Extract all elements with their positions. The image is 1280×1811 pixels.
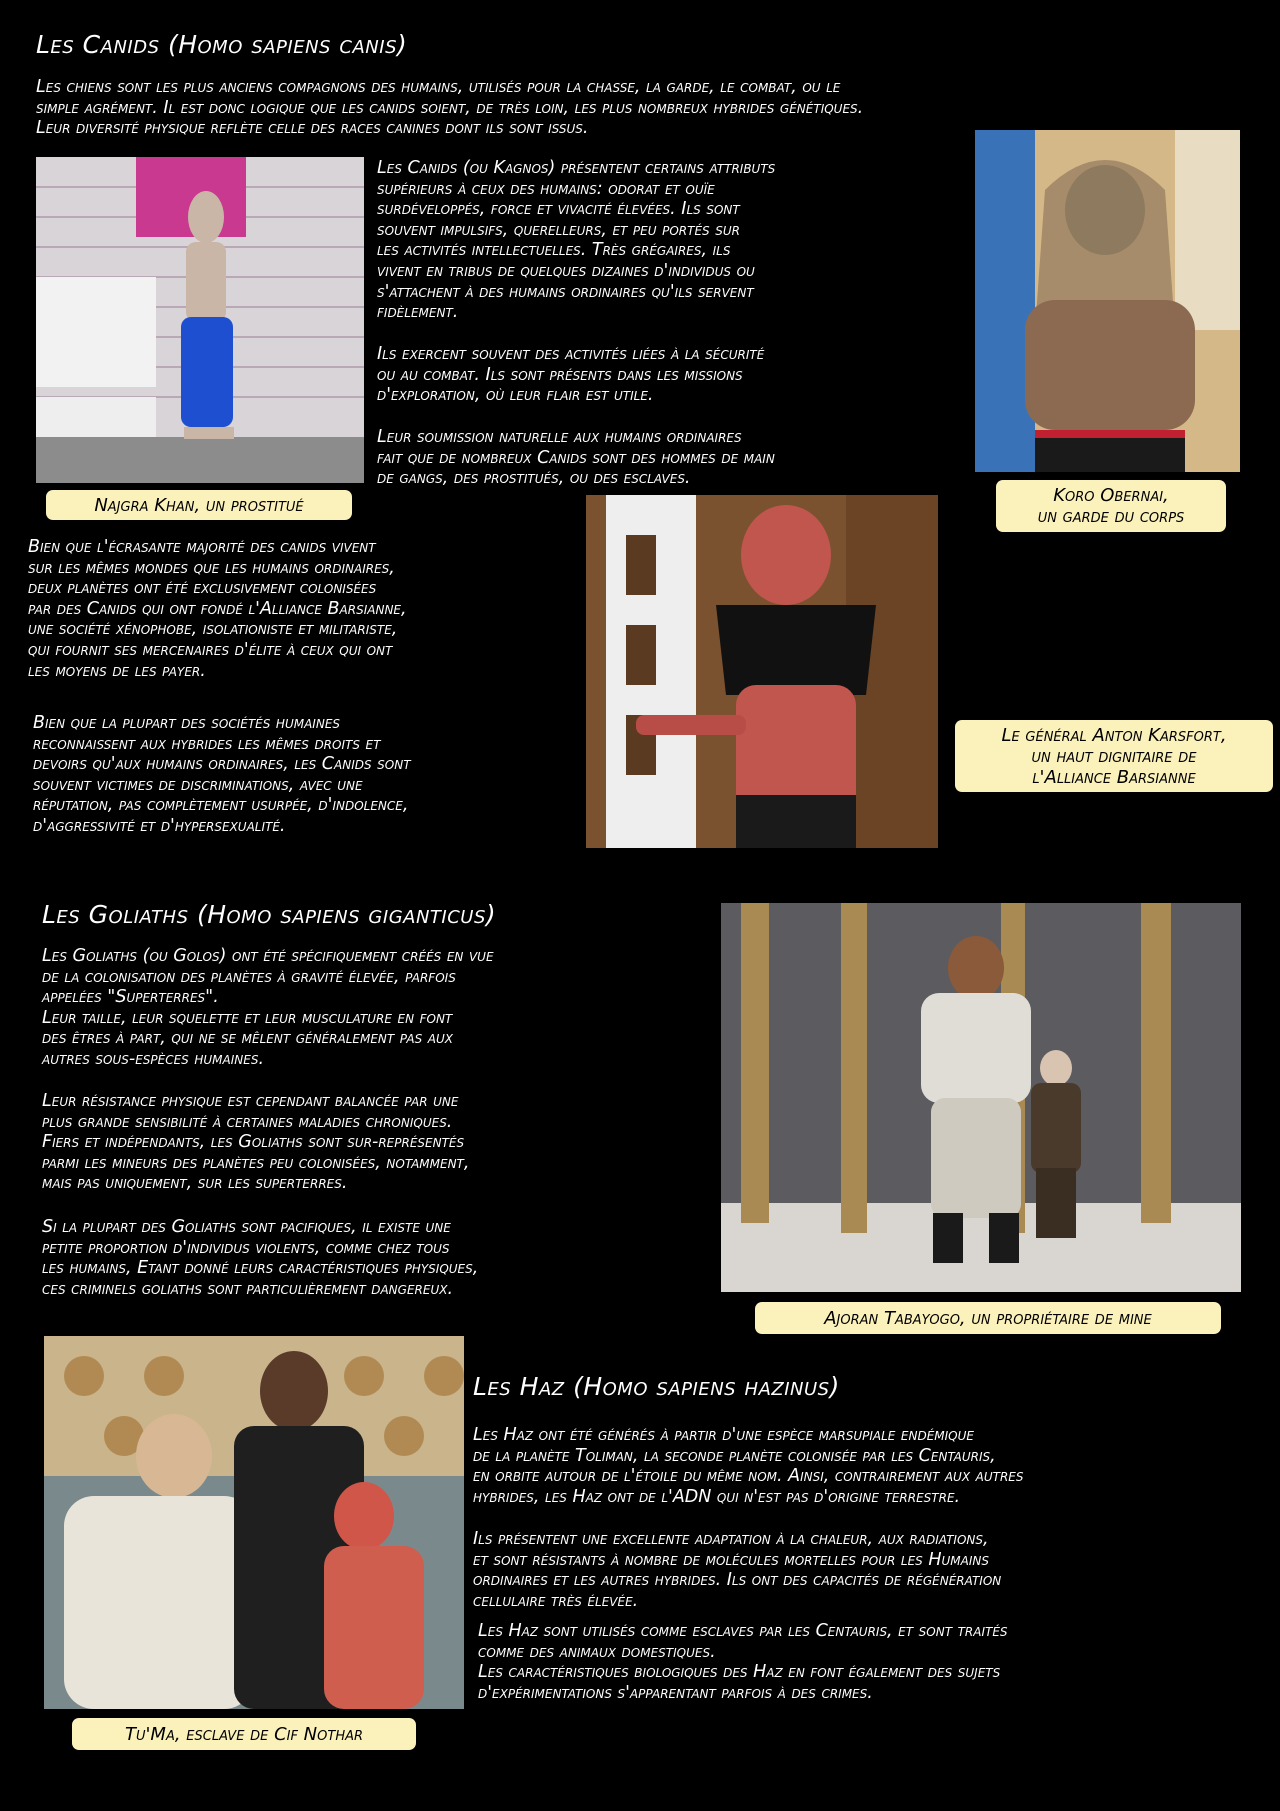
general-karsfort-image xyxy=(586,495,938,848)
caption-koro-obernai: Koro Obernai, un garde du corps xyxy=(996,480,1226,532)
canids-paragraph-3: Leur soumission naturelle aux humains ordinaires fait que de nombreux Canids sont des hommes de main de gangs, des prostitués, ou des esclaves. xyxy=(377,427,775,489)
canids-paragraph-1: Les Canids (ou Kagnos) présentent certains attributs supérieurs à ceux des humains: odorat et ouïe surdéveloppés, force et vivacité élevées. Ils sont souvent impulsifs, querelleurs, et peu portés sur les activités intellectuelles. Très grégaires, ils vivent en tribus de quelques dizaines d'individus ou s'attachent à des humains ordinaires qu'ils servent fidèlement. xyxy=(377,158,776,323)
section-title-goliaths: Les Goliaths (Homo sapiens giganticus) xyxy=(42,900,497,929)
canids-paragraph-5: Bien que la plupart des sociétés humaines reconnaissent aux hybrides les mêmes droits et devoirs qu'aux humains ordinaires, les Canids sont souvent victimes de discriminations, avec une réputation, pas complètement usurpée, d'indolence, d'aggressivité et d'hypersexualité. xyxy=(33,713,411,836)
caption-tuma: Tu'Ma, esclave de Cif Nothar xyxy=(72,1718,416,1750)
canids-paragraph-2: Ils exercent souvent des activités liées à la sécurité ou au combat. Ils sont présents dans les missions d'exploration, où leur flair est utile. xyxy=(377,344,765,406)
haz-paragraph-1: Les Haz ont été générés à partir d'une espèce marsupiale endémique de la planète Toliman, la seconde planète colonisée par les Centauris, en orbite autour de l'étoile du même nom. Ainsi, contrairement aux autres hybrides, les Haz ont de l'ADN qui n'est pas d'origine terrestre. xyxy=(473,1425,1024,1507)
najgra-khan-image xyxy=(36,157,364,483)
koro-obernai-image xyxy=(975,130,1240,472)
caption-najgra-khan: Najgra Khan, un prostitué xyxy=(46,490,352,520)
goliaths-paragraph-3: Si la plupart des Goliaths sont pacifiques, il existe une petite proportion d'individus violents, comme chez tous les humains, Etant donné leurs caractéristiques physiques, ces criminels goliaths sont particulièrement dangereux. xyxy=(42,1217,479,1299)
canids-intro-text: Les chiens sont les plus anciens compagnons des humains, utilisés pour la chasse, la garde, le combat, ou le simple agrément. Il est donc logique que les canids soient, de très loin, les plus nombreux hybrides génétiques. Leur diversité physique reflète celle des races canines dont ils sont issus. xyxy=(36,77,864,139)
tuma-image xyxy=(44,1336,464,1709)
haz-paragraph-3: Les Haz sont utilisés comme esclaves par les Centauris, et sont traités comme des animaux domestiques. Les caractéristiques biologiques des Haz en font également des sujets d'expérimentations s'apparentant parfois à des crimes. xyxy=(478,1621,1008,1703)
goliaths-paragraph-1: Les Goliaths (ou Golos) ont été spécifiquement créés en vue de la colonisation des planètes à gravité élevée, parfois appelées "Superterres". Leur taille, leur squelette et leur musculature en font des êtres à part, qui ne se mêlent généralement pas aux autres sous-espèces humaines. xyxy=(42,946,494,1069)
haz-paragraph-2: Ils présentent une excellente adaptation à la chaleur, aux radiations, et sont résistants à nombre de molécules mortelles pour les Humains ordinaires et les autres hybrides. Ils ont des capacités de régénération cellulaire très élevée. xyxy=(473,1529,1002,1611)
section-title-haz: Les Haz (Homo sapiens hazinus) xyxy=(473,1372,840,1401)
goliaths-paragraph-2: Leur résistance physique est cependant balancée par une plus grande sensibilité à certaines maladies chroniques. Fiers et indépendants, les Goliaths sont sur-représentés parmi les mineurs des planètes peu colonisées, notamment, mais pas uniquement, sur les superterres. xyxy=(42,1091,470,1194)
canids-paragraph-4: Bien que l'écrasante majorité des canids vivent sur les mêmes mondes que les humains ordinaires, deux planètes ont été exclusivement colonisées par des Canids qui ont fondé l'Alliance Barsianne, une société xénophobe, isolationiste et militariste, qui fournit ses mercenaires d'élite à ceux qui ont les moyens de les payer. xyxy=(28,537,407,681)
section-title-canids: Les Canids (Homo sapiens canis) xyxy=(36,30,408,59)
caption-ajoran-tabayogo: Ajoran Tabayogo, un propriétaire de mine xyxy=(755,1302,1221,1334)
ajoran-tabayogo-image xyxy=(721,903,1241,1292)
caption-general-karsfort: Le général Anton Karsfort, un haut dignitaire de l'Alliance Barsianne xyxy=(955,720,1273,792)
